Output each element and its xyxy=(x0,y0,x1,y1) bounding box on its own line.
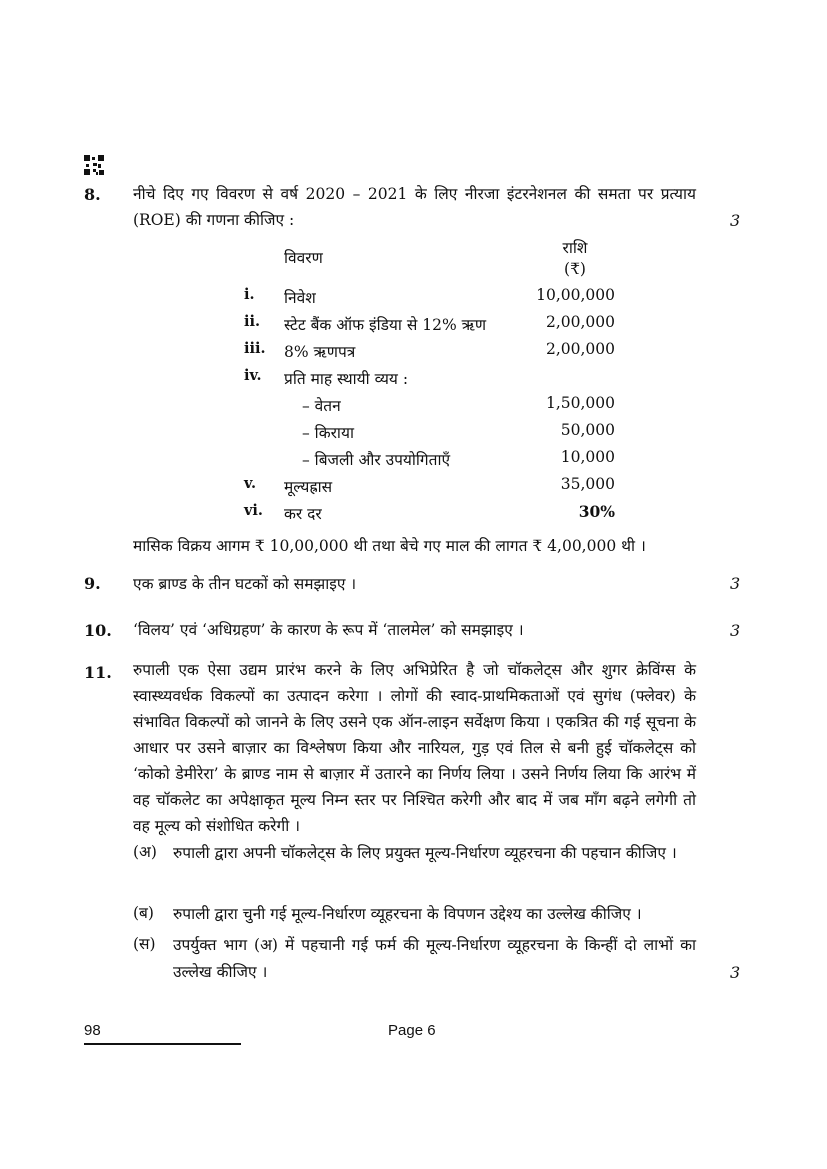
table-row xyxy=(0,502,827,528)
question-8-number: 8. xyxy=(84,185,101,204)
row-number: iii. xyxy=(244,340,266,357)
table-row xyxy=(0,475,827,501)
row-label: निवेश xyxy=(284,289,316,307)
page-number: Page 6 xyxy=(388,1022,436,1039)
page-code: 98 xyxy=(84,1022,101,1039)
question-9-marks: 3 xyxy=(730,574,741,593)
row-label: – किराया xyxy=(302,424,354,442)
table-row xyxy=(0,367,827,393)
table-header-currency: (₹) xyxy=(564,260,586,278)
row-value: 2,00,000 xyxy=(545,313,615,331)
row-label: मूल्यह्रास xyxy=(284,478,333,496)
table-row xyxy=(0,421,827,447)
row-value: 2,00,000 xyxy=(545,340,615,358)
row-number: vi. xyxy=(244,502,263,519)
row-number: ii. xyxy=(244,313,261,330)
row-label: – बिजली और उपयोगिताएँ xyxy=(302,451,451,469)
question-8-text: नीचे दिए गए विवरण से वर्ष 2020 – 2021 के लिए नीरजा इंटरनेशनल की समता पर प्रत्याय (ROE) की गणना कीजिए : xyxy=(133,185,696,229)
row-number: i. xyxy=(244,286,255,303)
question-11-marks: 3 xyxy=(730,963,741,982)
table-row xyxy=(0,394,827,420)
question-11-number: 11. xyxy=(84,663,112,682)
question-10-marks: 3 xyxy=(730,621,741,640)
row-value: 10,00,000 xyxy=(536,286,615,304)
table-row xyxy=(0,313,827,339)
part-text: उपर्युक्त भाग (अ) में पहचानी गई फर्म की मूल्य-निर्धारण व्यूहरचना के किन्हीं दो लाभों का उल्लेख कीजिए । xyxy=(173,936,696,981)
table-row xyxy=(0,448,827,474)
question-8-footer: मासिक विक्रय आगम ₹ 10,00,000 थी तथा बेचे गए माल की लागत ₹ 4,00,000 थी । xyxy=(133,537,646,555)
row-value: 30% xyxy=(578,502,615,521)
row-value: 1,50,000 xyxy=(545,394,615,412)
table-row xyxy=(0,340,827,366)
part-label: (अ) xyxy=(133,843,157,861)
row-value: 35,000 xyxy=(560,475,615,493)
row-label: – वेतन xyxy=(302,397,341,415)
footer-divider xyxy=(84,1043,241,1045)
question-11-text: रुपाली एक ऐसा उद्यम प्रारंभ करने के लिए अभिप्रेरित है जो चॉकलेट्स और शुगर क्रेविंग्स के स्वास्थ्यवर्धक विकल्पों का उत्पादन करेगा । लोगों की स्वाद-प्राथमिकताओं एवं सुगंध (फ्लेवर) के संभावित विकल्पों को जानने के लिए उसने एक ऑन-लाइन सर्वेक्षण किया । एकत्रित की गई सूचना के आधार पर उसने बाज़ार का विश्लेषण किया और नारियल, गुड़ एवं तिल से बनी हुई चॉकलेट्स को ‘कोको डेमीरेरा’ के ब्राण्ड नाम से बाज़ार में उतारने का निर्णय लिया । उसने निर्णय लिया कि आरंभ में वह चॉकलेट का अपेक्षाकृत मूल्य निम्न स्तर पर निश्चित करेगी और बाद में जब माँग बढ़ने लगेगी तो वह मूल्य को संशोधित करेगी । xyxy=(133,661,696,835)
row-value: 50,000 xyxy=(560,421,615,439)
table-row xyxy=(0,286,827,312)
row-label: प्रति माह स्थायी व्यय : xyxy=(284,370,409,388)
row-number: v. xyxy=(244,475,257,492)
row-label: कर दर xyxy=(284,505,322,523)
row-label: स्टेट बैंक ऑफ इंडिया से 12% ऋण xyxy=(284,316,487,334)
part-label: (स) xyxy=(133,935,156,953)
part-text: रुपाली द्वारा चुनी गई मूल्य-निर्धारण व्यूहरचना के विपणन उद्देश्य का उल्लेख कीजिए । xyxy=(173,905,642,923)
question-10-number: 10. xyxy=(84,621,112,640)
question-9-text: एक ब्राण्ड के तीन घटकों को समझाइए । xyxy=(133,575,357,593)
question-8-marks: 3 xyxy=(730,211,741,230)
part-text: रुपाली द्वारा अपनी चॉकलेट्स के लिए प्रयुक्त मूल्य-निर्धारण व्यूहरचना की पहचान कीजिए । xyxy=(173,844,677,862)
qr-code-icon xyxy=(84,155,104,175)
table-header-particulars: विवरण xyxy=(284,249,323,267)
row-number: iv. xyxy=(244,367,262,384)
row-label: 8% ऋणपत्र xyxy=(284,343,356,361)
question-9-number: 9. xyxy=(84,574,101,593)
question-10-text: ‘विलय’ एवं ‘अधिग्रहण’ के कारण के रूप में ‘तालमेल’ को समझाइए । xyxy=(133,621,524,639)
part-label: (ब) xyxy=(133,904,154,922)
table-header-amount: राशि xyxy=(562,239,588,257)
row-value: 10,000 xyxy=(560,448,615,466)
